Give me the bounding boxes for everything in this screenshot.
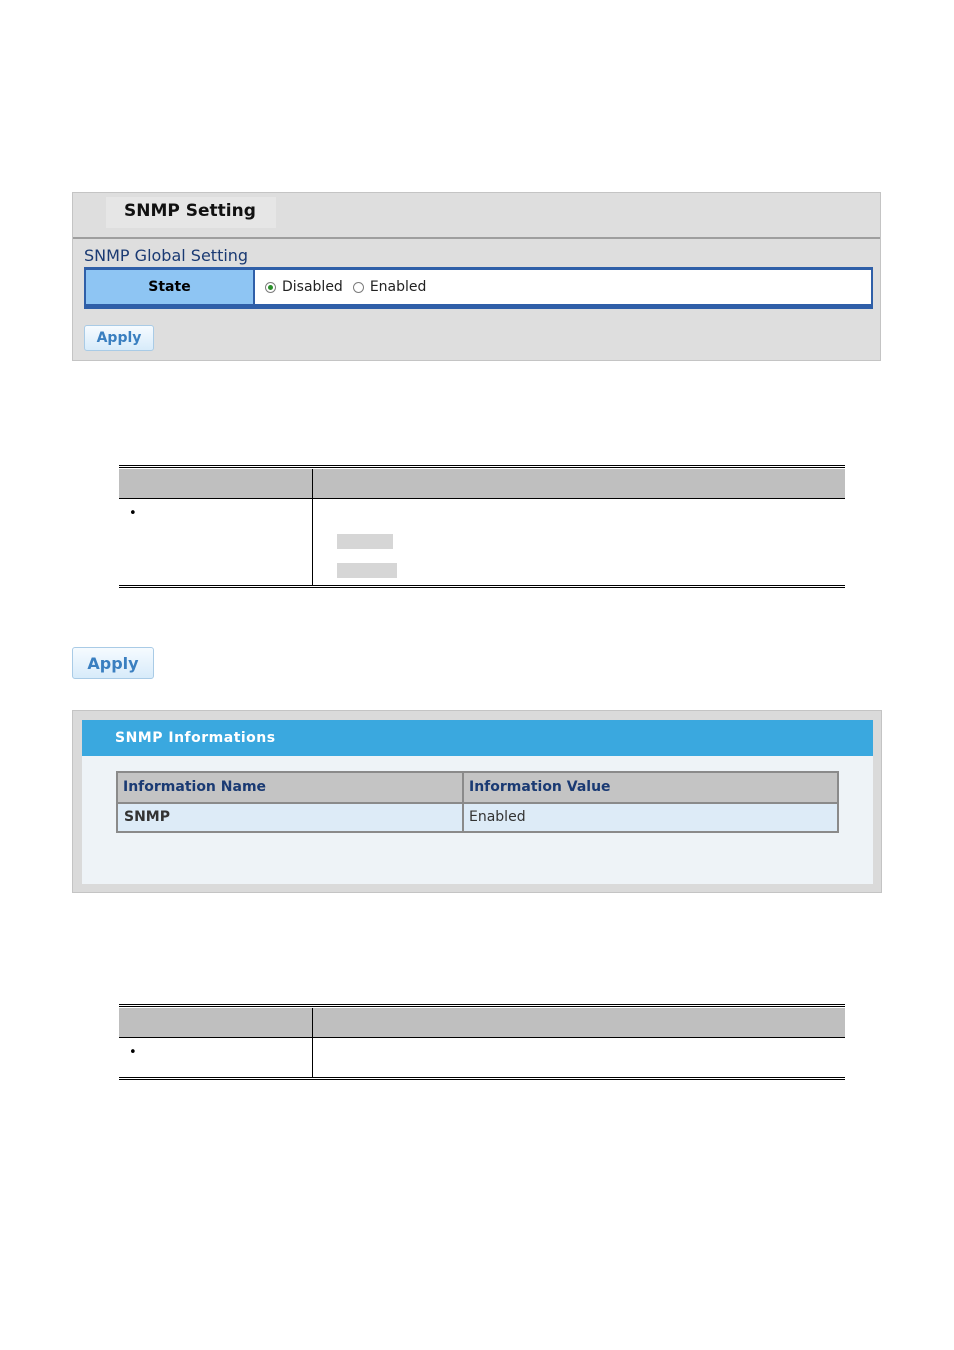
enabled-radio[interactable] bbox=[353, 282, 364, 293]
disabled-radio[interactable] bbox=[265, 282, 276, 293]
table-header-line bbox=[119, 498, 845, 499]
state-label-cell bbox=[86, 270, 253, 304]
snmp-informations-panel bbox=[72, 710, 882, 893]
disabled-radio-label[interactable]: Disabled bbox=[282, 279, 343, 295]
info-column-separator bbox=[462, 773, 464, 831]
state-radio-group bbox=[265, 270, 436, 304]
info-panel-title: SNMP Informations bbox=[115, 730, 276, 746]
state-row bbox=[84, 267, 873, 309]
enabled-radio-label[interactable]: Enabled bbox=[369, 279, 427, 295]
info-panel-body bbox=[82, 720, 873, 884]
table-bottom-rule bbox=[119, 1077, 845, 1080]
bullet-icon: • bbox=[129, 1045, 137, 1060]
apply-button[interactable]: Apply bbox=[84, 325, 154, 351]
table-header-row bbox=[119, 469, 845, 498]
column-header-value: Information Value bbox=[469, 779, 611, 795]
table-row-value-cell: Enabled bbox=[469, 809, 526, 825]
global-setting-title: SNMP Global Setting bbox=[84, 246, 249, 265]
apply-button-large[interactable]: Apply bbox=[72, 647, 154, 679]
info-table bbox=[116, 771, 839, 833]
bullet-icon: • bbox=[129, 506, 137, 521]
column-header-name: Information Name bbox=[123, 779, 267, 795]
table-column-divider bbox=[312, 469, 313, 585]
page-title: SNMP Setting bbox=[124, 201, 256, 221]
table-row-name-cell: SNMP bbox=[124, 809, 170, 825]
state-label: State bbox=[148, 279, 191, 295]
description-table-1 bbox=[119, 465, 845, 591]
snmp-setting-panel bbox=[72, 192, 881, 361]
info-panel-header bbox=[82, 720, 873, 756]
table-header-row bbox=[119, 1008, 845, 1037]
table-top-rule bbox=[119, 1004, 845, 1007]
table-top-rule bbox=[119, 465, 845, 468]
table-bottom-rule bbox=[119, 585, 845, 588]
title-divider bbox=[73, 237, 880, 239]
table-column-divider bbox=[312, 1008, 313, 1077]
description-table-2 bbox=[119, 1004, 845, 1082]
gray-placeholder-1 bbox=[337, 534, 393, 549]
state-value-cell bbox=[255, 270, 871, 304]
table-header-line bbox=[119, 1037, 845, 1038]
gray-placeholder-2 bbox=[337, 563, 397, 578]
